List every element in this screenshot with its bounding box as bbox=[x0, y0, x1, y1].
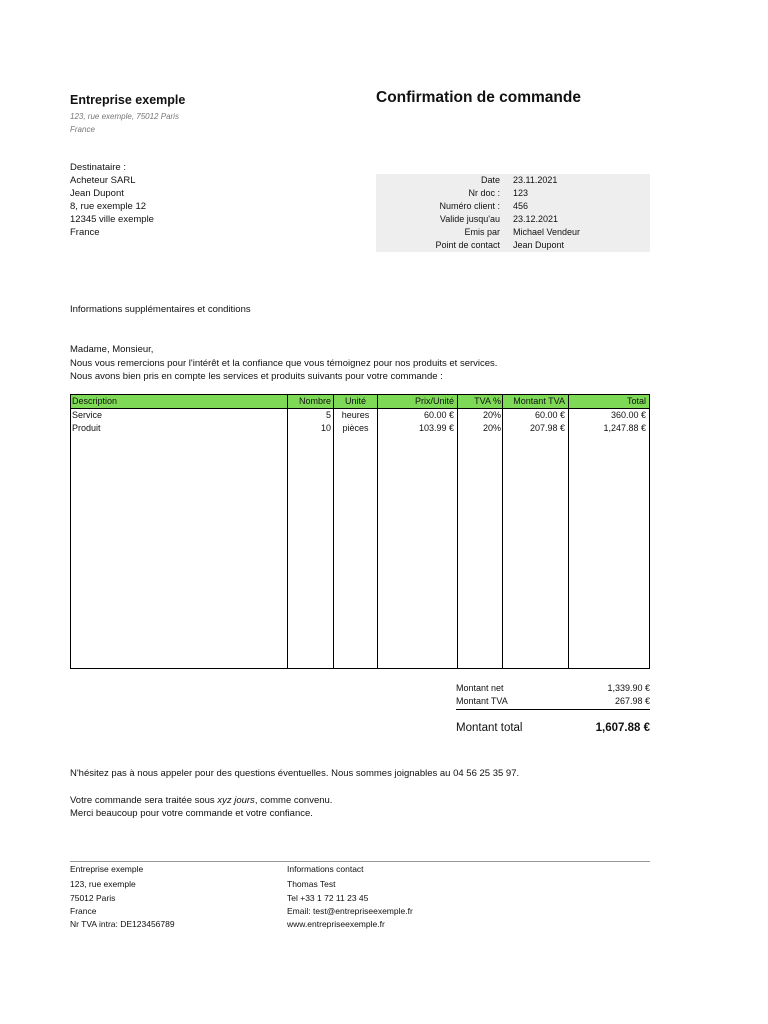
meta-value: Jean Dupont bbox=[513, 240, 565, 250]
letter-greeting: Madame, Monsieur, bbox=[70, 344, 154, 355]
table-row bbox=[71, 422, 649, 435]
header-unit-price: Prix/Unité bbox=[377, 395, 457, 408]
header-quantity: Nombre bbox=[287, 395, 333, 408]
meta-row-valid-until bbox=[376, 213, 650, 226]
recipient-person: Jean Dupont bbox=[70, 188, 124, 199]
recipient-street: 8, rue exemple 12 bbox=[70, 201, 147, 212]
footer-contact-email[interactable]: Email: test@entrepriseexemple.fr bbox=[287, 905, 413, 916]
processing-delay: xyz jours bbox=[217, 795, 255, 806]
grand-total-label: Montant total bbox=[456, 722, 523, 734]
footer-company bbox=[70, 863, 175, 931]
recipient-label: Destinataire : bbox=[70, 162, 126, 173]
footer-contact-name: Thomas Test bbox=[287, 879, 336, 890]
company-name: Entreprise exemple bbox=[70, 93, 186, 107]
footer-company-title: Entreprise exemple bbox=[70, 864, 144, 874]
items-table bbox=[70, 394, 650, 669]
company-country: France bbox=[70, 125, 95, 134]
company-address: 123, rue exemple, 75012 Paris bbox=[70, 112, 179, 121]
meta-label: Emis par bbox=[464, 227, 500, 237]
footer-company-street: 123, rue exemple bbox=[70, 879, 136, 890]
cell-vat-rate: 20% bbox=[457, 422, 502, 435]
net-amount-value: 1,339.90 € bbox=[607, 683, 650, 693]
letter-text bbox=[70, 343, 497, 384]
cell-unit: heures bbox=[333, 409, 377, 422]
header-unit: Unité bbox=[333, 395, 377, 408]
net-amount-label: Montant net bbox=[456, 683, 504, 693]
grand-total-value: 1,607.88 € bbox=[595, 722, 650, 734]
footer-divider bbox=[70, 861, 650, 862]
footer-contact-website[interactable]: www.entrepriseexemple.fr bbox=[287, 919, 385, 930]
footer-contact-title: Informations contact bbox=[287, 864, 364, 874]
processing-note bbox=[70, 795, 332, 806]
footer-company-city: 75012 Paris bbox=[70, 892, 116, 903]
totals-divider bbox=[456, 709, 650, 710]
meta-label: Numéro client : bbox=[439, 201, 500, 211]
meta-value: 23.11.2021 bbox=[513, 175, 558, 185]
meta-value: 456 bbox=[513, 201, 529, 211]
header-total: Total bbox=[568, 395, 649, 408]
document-meta bbox=[376, 174, 650, 252]
table-row bbox=[71, 409, 649, 422]
processing-prefix: Votre commande sera traitée sous bbox=[70, 795, 218, 806]
table-column-lines bbox=[71, 409, 649, 668]
cell-vat-amount: 60.00 € bbox=[502, 409, 568, 422]
meta-row-issued-by bbox=[376, 226, 650, 239]
totals-block bbox=[456, 682, 650, 708]
cell-quantity: 10 bbox=[287, 422, 333, 435]
call-note: N'hésitez pas à nous appeler pour des questions éventuelles. Nous sommes joignables au 04 56 25 35 97. bbox=[70, 768, 520, 779]
meta-row-contact bbox=[376, 239, 650, 252]
meta-value: 123 bbox=[513, 188, 529, 198]
meta-row-doc-number bbox=[376, 187, 650, 200]
meta-label: Date bbox=[480, 175, 500, 185]
cell-vat-rate: 20% bbox=[457, 409, 502, 422]
footer-company-country: France bbox=[70, 905, 97, 916]
vat-amount-row bbox=[456, 695, 650, 708]
document-title: Confirmation de commande bbox=[376, 89, 581, 106]
letter-line-2: Nous avons bien pris en compte les services et produits suivants pour votre commande : bbox=[70, 371, 443, 382]
thanks-note: Merci beaucoup pour votre commande et votre confiance. bbox=[70, 808, 313, 819]
recipient-country: France bbox=[70, 227, 100, 238]
meta-label: Valide jusqu'au bbox=[439, 214, 500, 224]
table-body bbox=[71, 409, 649, 668]
meta-value: 23.12.2021 bbox=[513, 214, 559, 224]
meta-row-date bbox=[376, 174, 650, 187]
footer-company-vat: Nr TVA intra: DE123456789 bbox=[70, 919, 175, 930]
header-description: Description bbox=[72, 396, 118, 406]
header-vat-rate: TVA % bbox=[457, 395, 502, 408]
meta-label: Nr doc : bbox=[468, 188, 500, 198]
cell-description: Service bbox=[72, 410, 103, 420]
letter-line-1: Nous vous remercions pour l'intérêt et la confiance que vous témoignez pour nos produits et services. bbox=[70, 357, 498, 369]
meta-value: Michael Vendeur bbox=[513, 227, 581, 237]
vat-amount-label: Montant TVA bbox=[456, 696, 508, 706]
meta-label: Point de contact bbox=[435, 240, 500, 250]
meta-row-client-number bbox=[376, 200, 650, 213]
recipient-company: Acheteur SARL bbox=[70, 175, 136, 186]
cell-total: 1,247.88 € bbox=[568, 422, 649, 435]
grand-total-row bbox=[456, 722, 650, 734]
header-vat-amount: Montant TVA bbox=[502, 395, 568, 408]
vat-amount-value: 267.98 € bbox=[614, 696, 650, 706]
cell-total: 360.00 € bbox=[568, 409, 649, 422]
cell-quantity: 5 bbox=[287, 409, 333, 422]
net-amount-row bbox=[456, 682, 650, 695]
table-header bbox=[71, 395, 649, 409]
cell-unit-price: 60.00 € bbox=[377, 409, 457, 422]
footer-contact-phone: Tel +33 1 72 11 23 45 bbox=[287, 892, 369, 903]
recipient-city: 12345 ville exemple bbox=[70, 214, 154, 225]
cell-unit: pièces bbox=[333, 422, 377, 435]
cell-unit-price: 103.99 € bbox=[377, 422, 457, 435]
cell-vat-amount: 207.98 € bbox=[502, 422, 568, 435]
footer-contact bbox=[287, 863, 413, 931]
recipient-block bbox=[70, 161, 154, 239]
cell-description: Produit bbox=[72, 423, 101, 433]
info-title: Informations supplémentaires et conditions bbox=[70, 304, 251, 315]
processing-suffix: , comme convenu. bbox=[254, 795, 333, 806]
